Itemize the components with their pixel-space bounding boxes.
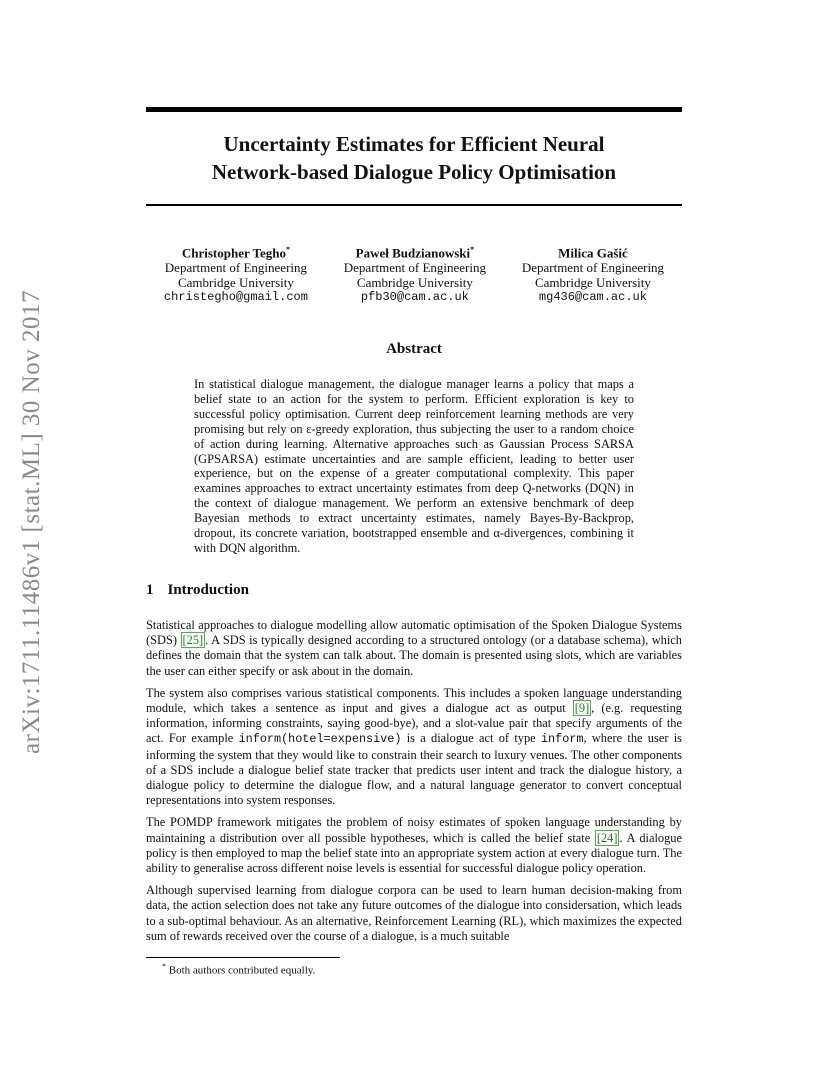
- paragraph-3: [146, 815, 682, 876]
- abstract-text: In statistical dialogue management, the dialogue manager learns a policy that maps a belief state to an action for the system to perform. Efficient exploration is key to successful policy optimisation. Current deep reinforcement learning methods are very promising but rely on ε-greedy exploration, thus subjecting the user to a random choice of action during learning. Alternative approaches such as Gaussian Process SARSA (GPSARSA) estimate uncertainties and are sample efficient, leading to better user experience, but on the expense of a greater computational complexity. This paper examines approaches to extract uncertainty estimates from deep Q-networks (DQN) in the context of dialogue management. We perform an extensive benchmark of deep Bayesian methods to extract uncertainty estimates, namely Bayes-By-Backprop, dropout, its concrete variation, bootstrapped ensemble and α-divergences, combining it with DQN algorithm.: [194, 377, 634, 555]
- text-run: , where the user is informing the system that they would like to constrain their search to luxury venues. The other components of a SDS include a dialogue belief state tracker that predicts user intent and track the dialogue history, a dialogue policy to determine the dialogue flow, and a natural language generator to convert conceptual representations into system responses.: [146, 731, 682, 808]
- title-line-1: Uncertainty Estimates for Efficient Neural: [223, 132, 605, 156]
- text-run: Statistical approaches to dialogue modelling allow automatic optimisation of the Spoken Dialogue Systems (SDS): [146, 618, 682, 648]
- citation-link[interactable]: [25]: [182, 633, 204, 648]
- author-mark: *: [286, 245, 290, 254]
- paper-title: [146, 130, 682, 186]
- author-2: [344, 242, 486, 305]
- title-line-2: Network-based Dialogue Policy Optimisation: [211, 160, 617, 184]
- title-rule-bottom: [146, 204, 682, 206]
- author-3: [522, 242, 664, 305]
- author-univ: Cambridge University: [177, 275, 294, 291]
- section-number: 1: [146, 582, 154, 598]
- arxiv-identifier: arXiv:1711.11486v1 [stat.ML] 30 Nov 2017: [18, 290, 45, 754]
- body-text: [146, 618, 682, 951]
- author-univ: Cambridge University: [356, 275, 473, 291]
- section-heading: [146, 582, 249, 599]
- author-1: [164, 242, 308, 305]
- inline-code: inform: [540, 732, 584, 747]
- paragraph-2: [146, 686, 682, 809]
- footnote-mark: *: [162, 962, 166, 971]
- author-dept: Department of Engineering: [343, 260, 486, 276]
- author-name: Christopher Tegho: [181, 245, 286, 261]
- author-dept: Department of Engineering: [164, 260, 308, 276]
- footnote-text: Both authors contributed equally.: [168, 964, 316, 977]
- text-run: is a dialogue act of type: [401, 731, 541, 746]
- author-mark: *: [470, 245, 475, 254]
- author-email: pfb30@cam.ac.uk: [360, 290, 469, 305]
- section-title: Introduction: [167, 582, 249, 598]
- author-name: Paweł Budzianowski: [355, 245, 471, 261]
- author-email: mg436@cam.ac.uk: [538, 290, 647, 305]
- author-univ: Cambridge University: [534, 275, 651, 291]
- text-run: . A SDS is typically designed according to a structured ontology (or a database schema), which defines the domain that the system can talk about. The domain is presented using slots, which are variables the user can either specify or ask about in the domain.: [146, 633, 682, 678]
- author-name: Milica Gašić: [558, 245, 628, 261]
- citation-link[interactable]: [9]: [574, 701, 590, 716]
- arxiv-sidebar: [14, 272, 50, 772]
- paragraph-4: Although supervised learning from dialogue corpora can be used to learn human decision-making from data, the action selection does not take any future outcomes of the dialogue into considersation, which leads to a sub-optimal behaviour. As an alternative, Reinforcement Learning (RL), which maximizes the expected sum of rewards received over the course of a dialogue, is a much suitable: [146, 883, 682, 943]
- author-dept: Department of Engineering: [521, 260, 665, 276]
- text-run: , (e.g. requesting information, informing constraints, saying good-bye), and a slot-value pair that specify arguments of the act. For example: [146, 701, 682, 746]
- citation-link[interactable]: [24]: [596, 830, 618, 845]
- author-email: christegho@gmail.com: [163, 290, 308, 305]
- footnote: [162, 962, 315, 977]
- title-rule-top: [146, 107, 682, 112]
- footnote-rule: [146, 957, 340, 958]
- abstract-heading: Abstract: [386, 341, 442, 357]
- inline-code: inform(hotel=expensive): [238, 732, 402, 747]
- author-block: [146, 242, 682, 305]
- paragraph-1: [146, 618, 682, 679]
- text-run: The POMDP framework mitigates the problem of noisy estimates of spoken language understanding by maintaining a distribution over all possible hypotheses, which is called the belief state: [146, 815, 682, 845]
- text-run: . A dialogue policy is then employed to map the belief state into an appropriate system action at every dialogue turn. The ability to generalise across different noise levels is essential for successful dialogue policy operation.: [146, 830, 682, 876]
- text-run: The system also comprises various statistical components. This includes a spoken language understanding module, which takes a sentence as input and gives a dialogue act as output: [146, 685, 682, 716]
